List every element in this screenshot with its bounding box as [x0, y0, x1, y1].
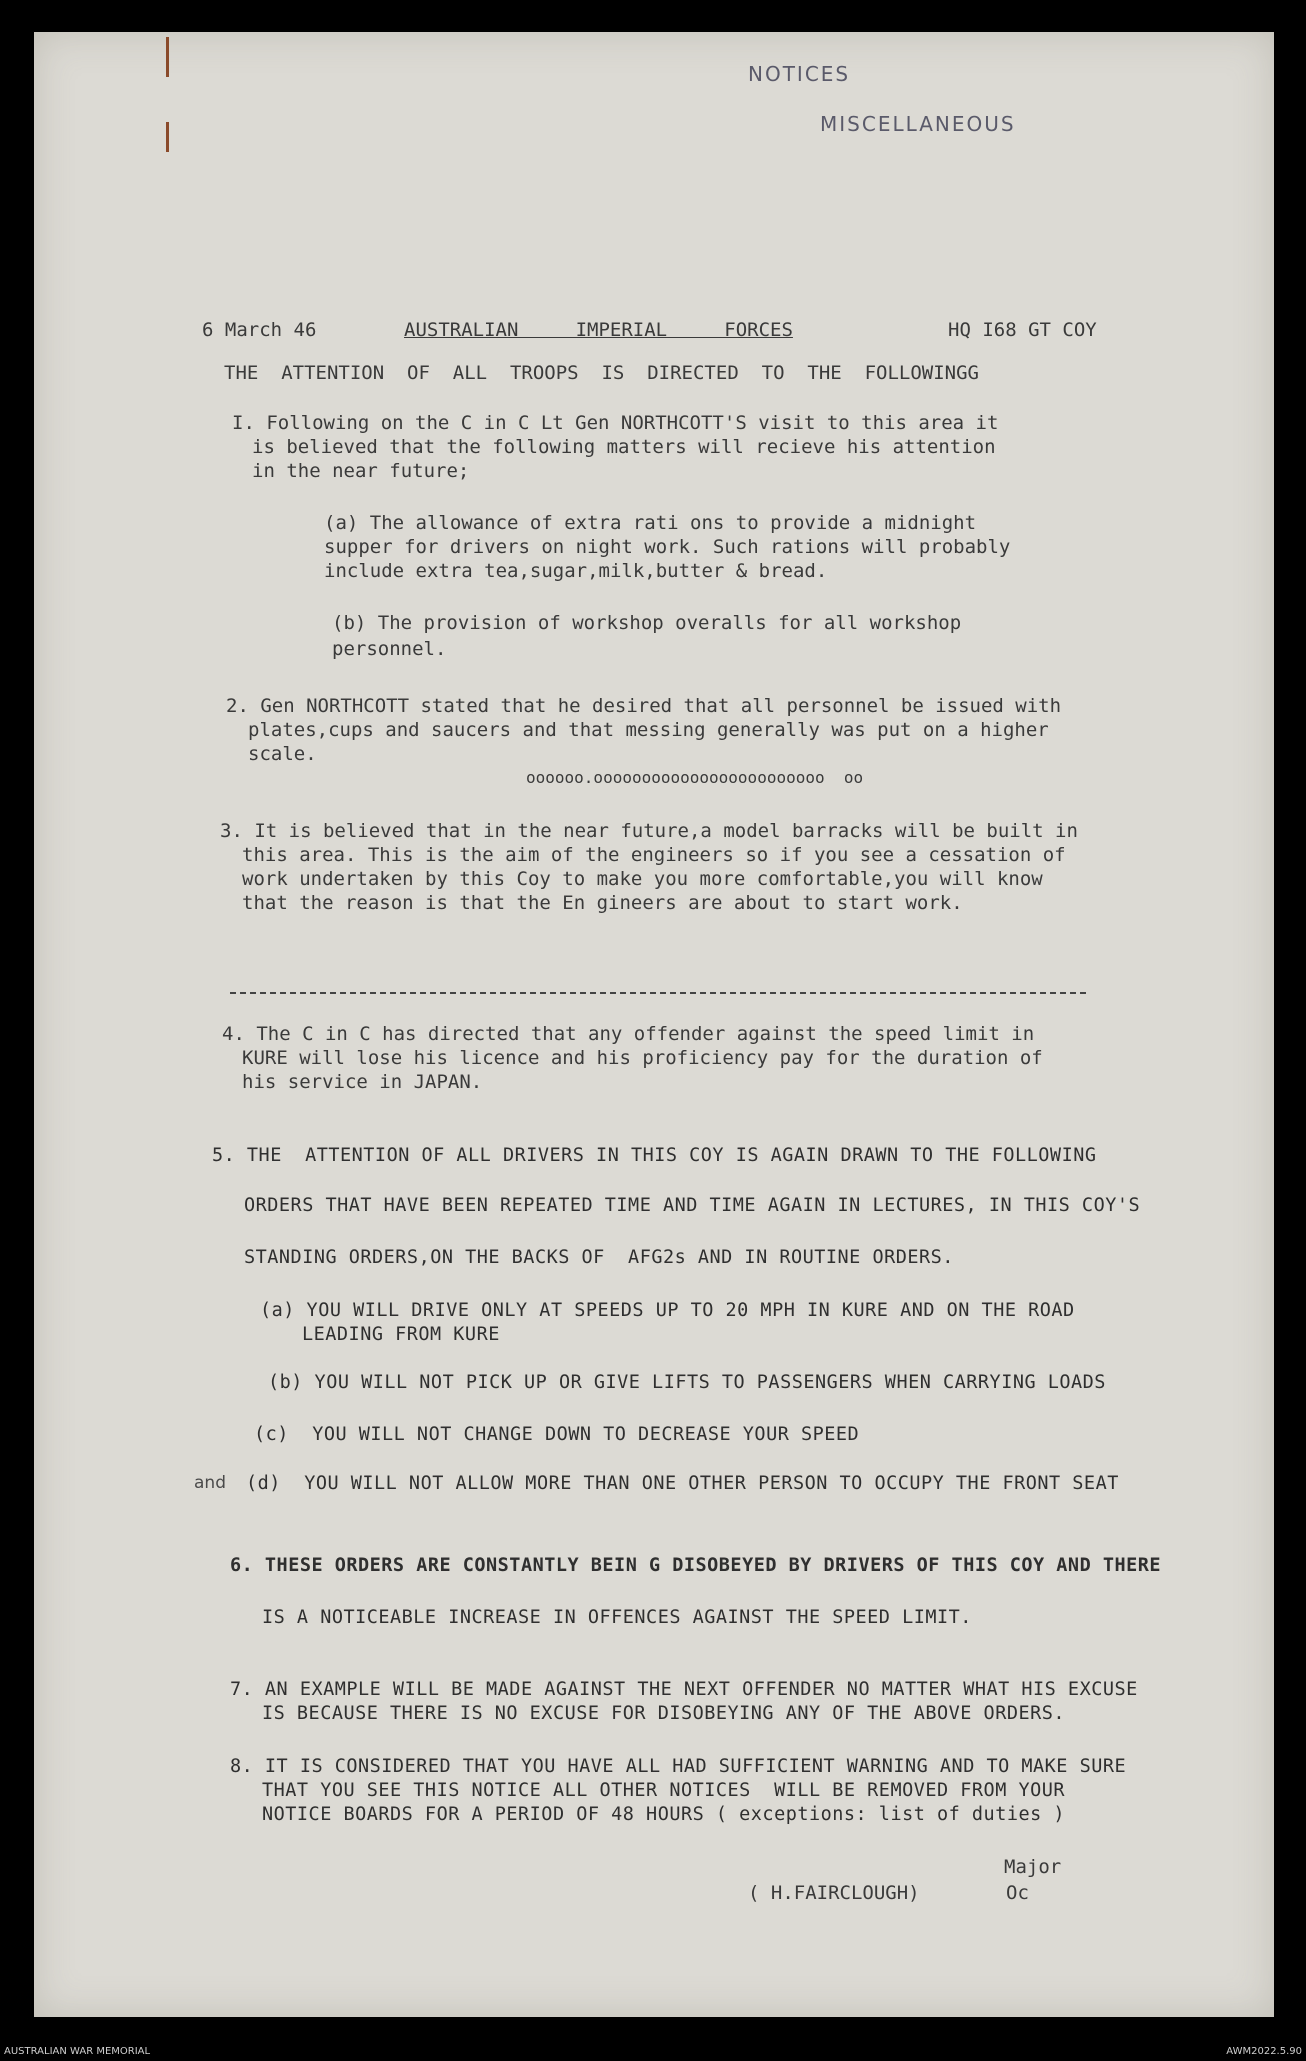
attention-heading: THE ATTENTION OF ALL TROOPS IS DIRECTED TO THE FOLLOWINGG	[224, 362, 979, 384]
para-5d: (d) YOU WILL NOT ALLOW MORE THAN ONE OTHER PERSON TO OCCUPY THE FRONT SEAT	[246, 1473, 1119, 1494]
para-1-line-3: in the near future;	[252, 460, 470, 482]
para-1a-line-1: (a) The allowance of extra rati ons to provide a midnight	[324, 512, 977, 534]
para-1b-line-1: (b) The provision of workshop overalls for all workshop	[332, 612, 962, 634]
handwritten-miscellaneous-annotation: MISCELLANEOUS	[820, 112, 1016, 136]
para-5-line-2: ORDERS THAT HAVE BEEN REPEATED TIME AND TIME AGAIN IN LECTURES, IN THIS COY'S	[244, 1195, 1141, 1216]
document-title: AUSTRALIAN IMPERIAL FORCES	[404, 319, 793, 341]
para-8-line-2: THAT YOU SEE THIS NOTICE ALL OTHER NOTICES WILL BE REMOVED FROM YOUR	[262, 1780, 1066, 1801]
staple-hole-mark	[166, 37, 169, 77]
document-unit: HQ I68 GT COY	[948, 319, 1097, 341]
para-4-line-3: his service in JAPAN.	[242, 1071, 483, 1093]
para-8-line-1: 8. IT IS CONSIDERED THAT YOU HAVE ALL HAD SUFFICIENT WARNING AND TO MAKE SURE	[230, 1756, 1127, 1777]
para-4-line-2: KURE will lose his licence and his proficiency pay for the duration of	[242, 1047, 1043, 1069]
document-date: 6 March 46	[202, 319, 317, 341]
para-7-line-1: 7. AN EXAMPLE WILL BE MADE AGAINST THE NEXT OFFENDER NO MATTER WHAT HIS EXCUSE	[230, 1679, 1138, 1700]
dashed-divider	[230, 992, 1086, 994]
para-3-line-4: that the reason is that the En gineers are about to start work.	[242, 892, 963, 914]
para-3-line-2: this area. This is the aim of the engineers so if you see a cessation of	[242, 844, 1066, 866]
signature-name: ( H.FAIRCLOUGH)	[748, 1882, 920, 1904]
para-5a-line-2: LEADING FROM KURE	[302, 1324, 500, 1345]
para-2-line-2: plates,cups and saucers and that messing generally was put on a higher	[248, 719, 1049, 741]
para-6-line-1: 6. THESE ORDERS ARE CONSTANTLY BEIN G DISOBEYED BY DRIVERS OF THIS COY AND THERE	[230, 1555, 1162, 1576]
para-8-line-3: NOTICE BOARDS FOR A PERIOD OF 48 HOURS ( exceptions: list of duties )	[262, 1804, 1066, 1825]
para-5-line-1: 5. THE ATTENTION OF ALL DRIVERS IN THIS COY IS AGAIN DRAWN TO THE FOLLOWING	[212, 1145, 1097, 1166]
para-1b-line-2: personnel.	[332, 638, 447, 660]
signature-role: Oc	[1006, 1882, 1029, 1904]
footer-reference: AWM2022.5.90	[1226, 2046, 1302, 2057]
para-3-line-3: work undertaken by this Coy to make you more comfortable,you will know	[242, 868, 1043, 890]
para-4-line-1: 4. The C in C has directed that any offender against the speed limit in	[222, 1023, 1035, 1045]
para-1-line-1: I. Following on the C in C Lt Gen NORTHCOTT'S visit to this area it	[232, 412, 999, 434]
document-page	[34, 32, 1274, 2017]
footer-credit: AUSTRALIAN WAR MEMORIAL	[4, 2046, 151, 2057]
para-5b: (b) YOU WILL NOT PICK UP OR GIVE LIFTS TO PASSENGERS WHEN CARRYING LOADS	[268, 1372, 1106, 1393]
para-2-line-3: scale.	[248, 743, 317, 765]
handwritten-notices-annotation: NOTICES	[748, 62, 851, 86]
para-6-line-2: IS A NOTICEABLE INCREASE IN OFFENCES AGAINST THE SPEED LIMIT.	[262, 1607, 972, 1628]
para-1a-line-2: supper for drivers on night work. Such rations will probably	[324, 536, 1011, 558]
staple-hole-mark	[166, 122, 169, 152]
para-1-line-2: is believed that the following matters will recieve his attention	[252, 436, 996, 458]
para-1a-line-3: include extra tea,sugar,milk,butter & bread.	[324, 560, 828, 582]
separator-line: oooooo.oooooooooooooooooooooooo oo	[526, 768, 864, 787]
para-5-line-3: STANDING ORDERS,ON THE BACKS OF AFG2s AND IN ROUTINE ORDERS.	[244, 1247, 954, 1268]
para-5c: (c) YOU WILL NOT CHANGE DOWN TO DECREASE YOUR SPEED	[254, 1424, 860, 1445]
para-3-line-1: 3. It is believed that in the near future,a model barracks will be built in	[220, 820, 1078, 842]
para-5a-line-1: (a) YOU WILL DRIVE ONLY AT SPEEDS UP TO 20 MPH IN KURE AND ON THE ROAD	[260, 1300, 1075, 1321]
para-7-line-2: IS BECAUSE THERE IS NO EXCUSE FOR DISOBEYING ANY OF THE ABOVE ORDERS.	[262, 1703, 1066, 1724]
para-2-line-1: 2. Gen NORTHCOTT stated that he desired that all personnel be issued with	[226, 695, 1062, 717]
handwritten-and-mark: and	[194, 1473, 226, 1493]
signature-rank: Major	[1004, 1856, 1062, 1878]
